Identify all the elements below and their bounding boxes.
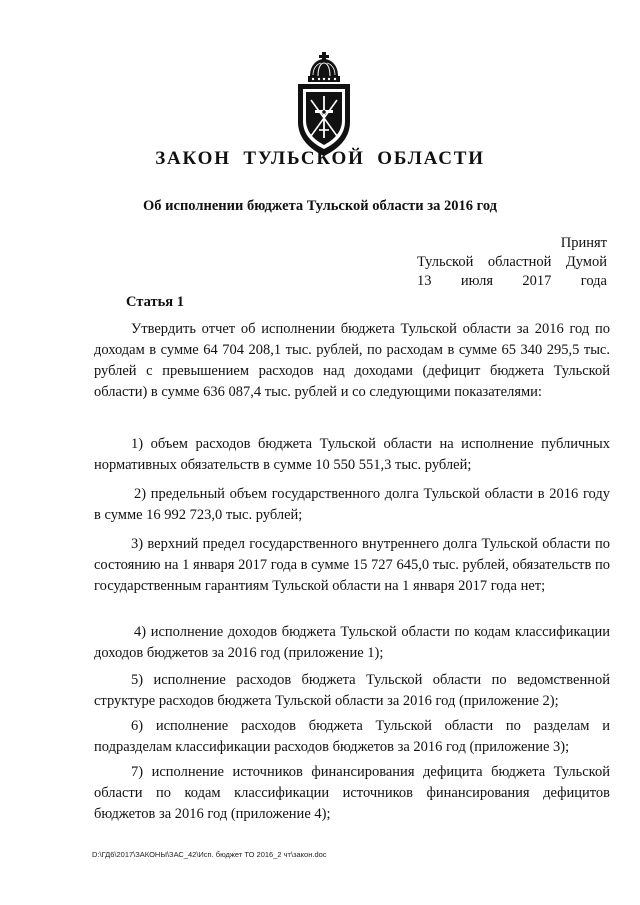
adoption-date-year: 2017 xyxy=(522,273,552,289)
adoption-word: Думой xyxy=(565,254,607,270)
article-heading: Статья 1 xyxy=(126,294,184,310)
list-item-text: 2) предельный объем государственного долга Тульской области в 2016 году в сумме 16 992 723,0 тыс. рублей; xyxy=(94,486,610,523)
adoption-word: областной xyxy=(487,254,552,270)
list-item-text: 7) исполнение источников финансирования дефицита бюджета Тульской области по кодам классификации источников финансирования дефицитов бюджетов за 2016 год (приложение 4); xyxy=(94,764,610,822)
adoption-word: Тульской xyxy=(417,254,474,270)
adoption-line-3 xyxy=(417,272,607,291)
list-item-text: 3) верхний предел государственного внутреннего долга Тульской области по состоянию на 1 января 2017 года в сумме 15 727 645,0 тыс. рублей, обязательств по государственным гарантиям Тульской области на 1 января 2017 года нет; xyxy=(94,536,610,594)
adoption-line-1: Принят xyxy=(560,235,607,251)
list-item xyxy=(94,762,610,825)
list-item xyxy=(94,670,610,712)
adoption-date-day: 13 xyxy=(417,273,432,289)
list-item-text: 5) исполнение расходов бюджета Тульской области по ведомственной структуре расходов бюджета Тульской области за 2016 год (приложение 2); xyxy=(94,672,610,709)
list-item-text: 6) исполнение расходов бюджета Тульской области по разделам и подразделам классификации расходов бюджетов за 2016 год (приложение 3); xyxy=(94,718,610,755)
tula-oblast-coat-of-arms-icon xyxy=(296,50,352,158)
intro-paragraph-text: Утвердить отчет об исполнении бюджета Тульской области за 2016 год по доходам в сумме 64 704 208,1 тыс. рублей, по расходам в сумме 65 340 295,5 тыс. рублей с превышением расходов над доходами (дефицит бюджета Тульской области) в сумме 636 087,4 тыс. рублей и со следующими показателями: xyxy=(94,321,610,400)
file-path-footer: D:\ГД6\2017\ЗАКОНЫ\ЗАС_42\Исп. бюджет ТО 2016_2 чт\закон.doc xyxy=(92,850,327,859)
document-subtitle: Об исполнении бюджета Тульской области за 2016 год xyxy=(143,198,497,214)
list-item xyxy=(94,434,610,476)
law-title: ЗАКОН ТУЛЬСКОЙ ОБЛАСТИ xyxy=(155,148,485,169)
intro-paragraph xyxy=(94,319,610,403)
list-item-text: 4) исполнение доходов бюджета Тульской области по кодам классификации доходов бюджетов за 2016 год (приложение 1); xyxy=(94,624,610,661)
adoption-line-2 xyxy=(417,253,607,272)
list-item-text: 1) объем расходов бюджета Тульской области на исполнение публичных нормативных обязательств в сумме 10 550 551,3 тыс. рублей; xyxy=(94,436,610,473)
list-item xyxy=(94,716,610,758)
list-item xyxy=(94,534,610,597)
list-item xyxy=(94,622,610,664)
adoption-block xyxy=(417,234,607,291)
adoption-date-month: июля xyxy=(460,273,494,289)
list-item xyxy=(94,484,610,526)
adoption-date-suffix: года xyxy=(580,273,607,289)
